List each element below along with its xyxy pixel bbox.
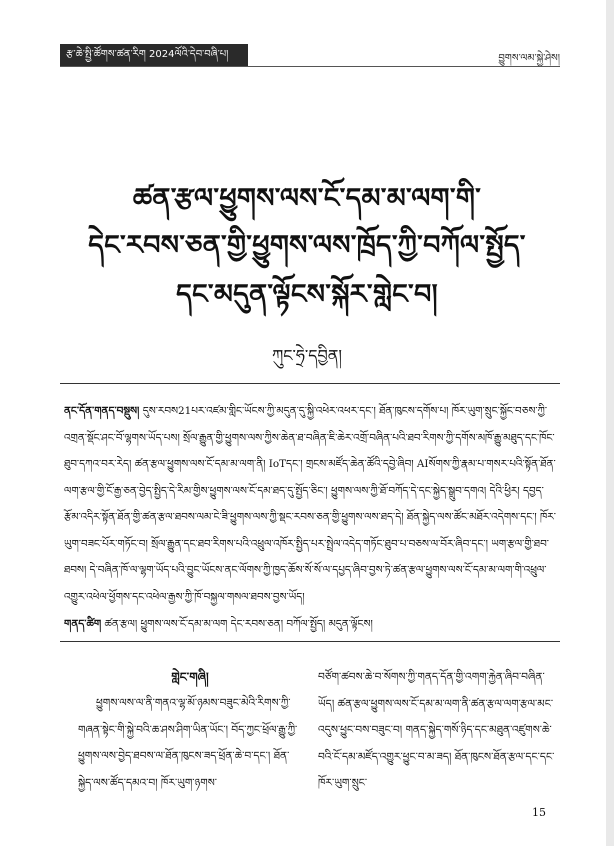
abstract-bottom-rule xyxy=(60,641,560,642)
section-header-label: བྱུགས་ལམ་སྐྱེ་ཤེས། xyxy=(498,53,560,64)
body-right-column: བཙོག་ཚབས་ཆེ་བ་སོགས་ཀྱི་གནད་དོན་གྱི་འགག་རྐྱེན་ཞིབ་བཞིན་ཡོད། ཚན་རྩལ་ཕྱུགས་ལས་ངོ་དམ་མ་ལག་ནི་ཚན་རྩལ་ལག་རྩལ་མང་འདུས་ཕྱུང་བས་བཟུང་བ། གནད་སྐྱེད་གསོ་ཉིད་དང་མཐུན་འཛུགས་ཆེ་བའི་ངོ་དམ་མཛོད་འགྱུར་ཕྱུང་བ་མ་ཟད། ཐོན་ཁུངས་ཐོན་རྩལ་དང་དང་ཁོར་ཡུག་སྲུང་ xyxy=(318,671,555,789)
abstract xyxy=(64,398,558,610)
body-left-column: ཕྱུགས་ལས་ལ་ནི་གནའ་ལྷ་མོ་ཉམས་བཟུང་མེའི་རིགས་ཀྱི་གཞན་སྟེང་གི་སྐྱེ་བའི་ཆ་ཤས་ཤིག་ཡིན་ཡོང་། བོད་ཀྱང་ཕྲོལ་རྒྱུ་ཀྱི་ཕྱུགས་ལས་བྱེད་ཐབས་ལ་ཐོན་ཁུངས་ཟད་ཕྲོན་ཆེ་བ་དང་། ཐོན་སྐྱེད་ལས་ཚོད་དམའ་བ། ཁོར་ཡུག་ཉགས་ xyxy=(78,697,298,789)
title-line-1: ཚན་རྩལ་ཕྱུགས་ལས་ངོ་དམ་མ་ལག་གི་ xyxy=(132,183,482,214)
abstract-top-rule xyxy=(60,383,560,384)
page-number: 15 xyxy=(532,806,546,819)
keywords-label: གནད་ཚིག xyxy=(64,618,102,630)
page-edge-shadow xyxy=(606,0,614,846)
title-line-2: དེང་རབས་ཅན་གྱི་ཕྱུགས་ལས་ཁྲོད་ཀྱི་བཀོལ་སྤྱོད་ xyxy=(88,230,526,261)
keywords-text: ཚན་རྩལ། ཕྱུགས་ལས་ངོ་དམ་མ་ལག དེང་རབས་ཅན། བཀོལ་སྤྱོད། མདུན་ལྟོངས། xyxy=(104,618,373,630)
section-title: གླེང་གཞི། xyxy=(171,670,209,684)
author-name: ཀུང་ཧྲེ་དབྱིན། xyxy=(272,346,342,365)
abstract-text: དུས་རབས21པར་འཛམ་གླིང་ཡོངས་ཀྱི་མདུན་དུ་སྐྱི་འཕེར་འཕར་དང་། ཐོན་ཁུངས་དགོས་པ། ཁོར་ཡུག་སྲུང་སྐྱོང་བཅས་ཀྱི་འགྲན་སྡོང་ཤང་བོ་ལྷགས་ཡོད་པས། སྲོལ་རྒྱུན་གྱི་ཕྱུགས་ལས་ཀྱིས་ཆེན་ཐ་བཞིན་ཇི་ཆེར་འགྲོ་བཞིན་པའི་ཐབ་རིགས་ཀྱི་དགོས་མཁོ་རྒྱུ་མཐུད་དང་ཁོང་ཐུབ་དཀའ་བར་རེད། ཚན་རྩལ་ཕྱུགས་ལས་ངོ་དམ་མ་ལག་ནི། IoTདང་། གྲངས་མཛོད་ཆེན་ཚོའི་དབྱེ་ཞིབ། AIསོགས་ཀྱི་རྣམ་པ་གསར་པའི་སྟོན་ཐོན་ལག་རྩལ་གྱི་ངོ་རྒྱ་ཅན་བྱེད་སྤྱིད་དེ་རིམ་གྱིས་ཕྱུགས་ལས་ངོ་དམ་ཐད་དུ་སྤྱོད་ཅིང་། ཕྱུགས་ལས་ཀྱི་ཐོ་བཀོད་དེ་དང་སྐྱེད་སྒྲུབ་དགའ། དེའི་ཕྱིར། དབྱད་རྩོམ་འདིར་སྟོན་ཐོན་གྱི་ཚན་རྩལ་ཐབས་ལམ་ངེ་ཟི་ཕྱུགས་ལས་ཀྱི་སྡང་རབས་ཅན་གྱི་ཕྱུགས་ལས་ཐད་དེ། ཐོན་སྐྱེད་ལས་ཚོང་མཐོར་འདེགས་དང་། ཁོར་ཡུག་བཟང་པོར་གཏོང་བ། སྲོལ་རྒྱུན་དང་ཐབ་རིགས་པའི་འཕྲུལ་འཁོར་སྤྱིད་པར་སྤྲེལ་འདེད་གཏོང་ཐུབ་པ་བཅས་ལ་བོར་ཞིབ་དང་། ཡག་རྩལ་གྱི་ཐབ་ཐབས། དེ་བཞིན་ཁོ་ལ་ལྷག་ཡོད་པའི་བྱུང་ཡོངས་ནང་ལོགས་ཀྱི་ཁྱད་ཆོས་སོ་སོ་ལ་དཔྱད་ཞིབ་བྱས་ཏེ་ཚན་རྩལ་ཕྱུགས་ལས་ངོ་དམ་མ་ལག་གི་འཕྲུལ་འགྱུར་འཕེལ་ཕྱོགས་དང་འཕེལ་རྒྱས་ཀྱི་ཁོ་བསྐྱལ་གསལ་ཐབས་བྱས་ཡོད། xyxy=(64,405,556,603)
keywords xyxy=(64,613,558,635)
header-rule xyxy=(60,66,560,67)
abstract-label: ནང་དོན་གནད་བསྡུས། xyxy=(64,405,140,417)
journal-header-label: རྩ་ཆེ་སྤྱི་ཚོགས་ཚན་རིག 2024ལོའི་དེབ་བཞི་པ། xyxy=(60,44,248,66)
title-line-3: དང་མདུན་ལྟོངས་སྐོར་གླེང་བ། xyxy=(176,279,438,310)
